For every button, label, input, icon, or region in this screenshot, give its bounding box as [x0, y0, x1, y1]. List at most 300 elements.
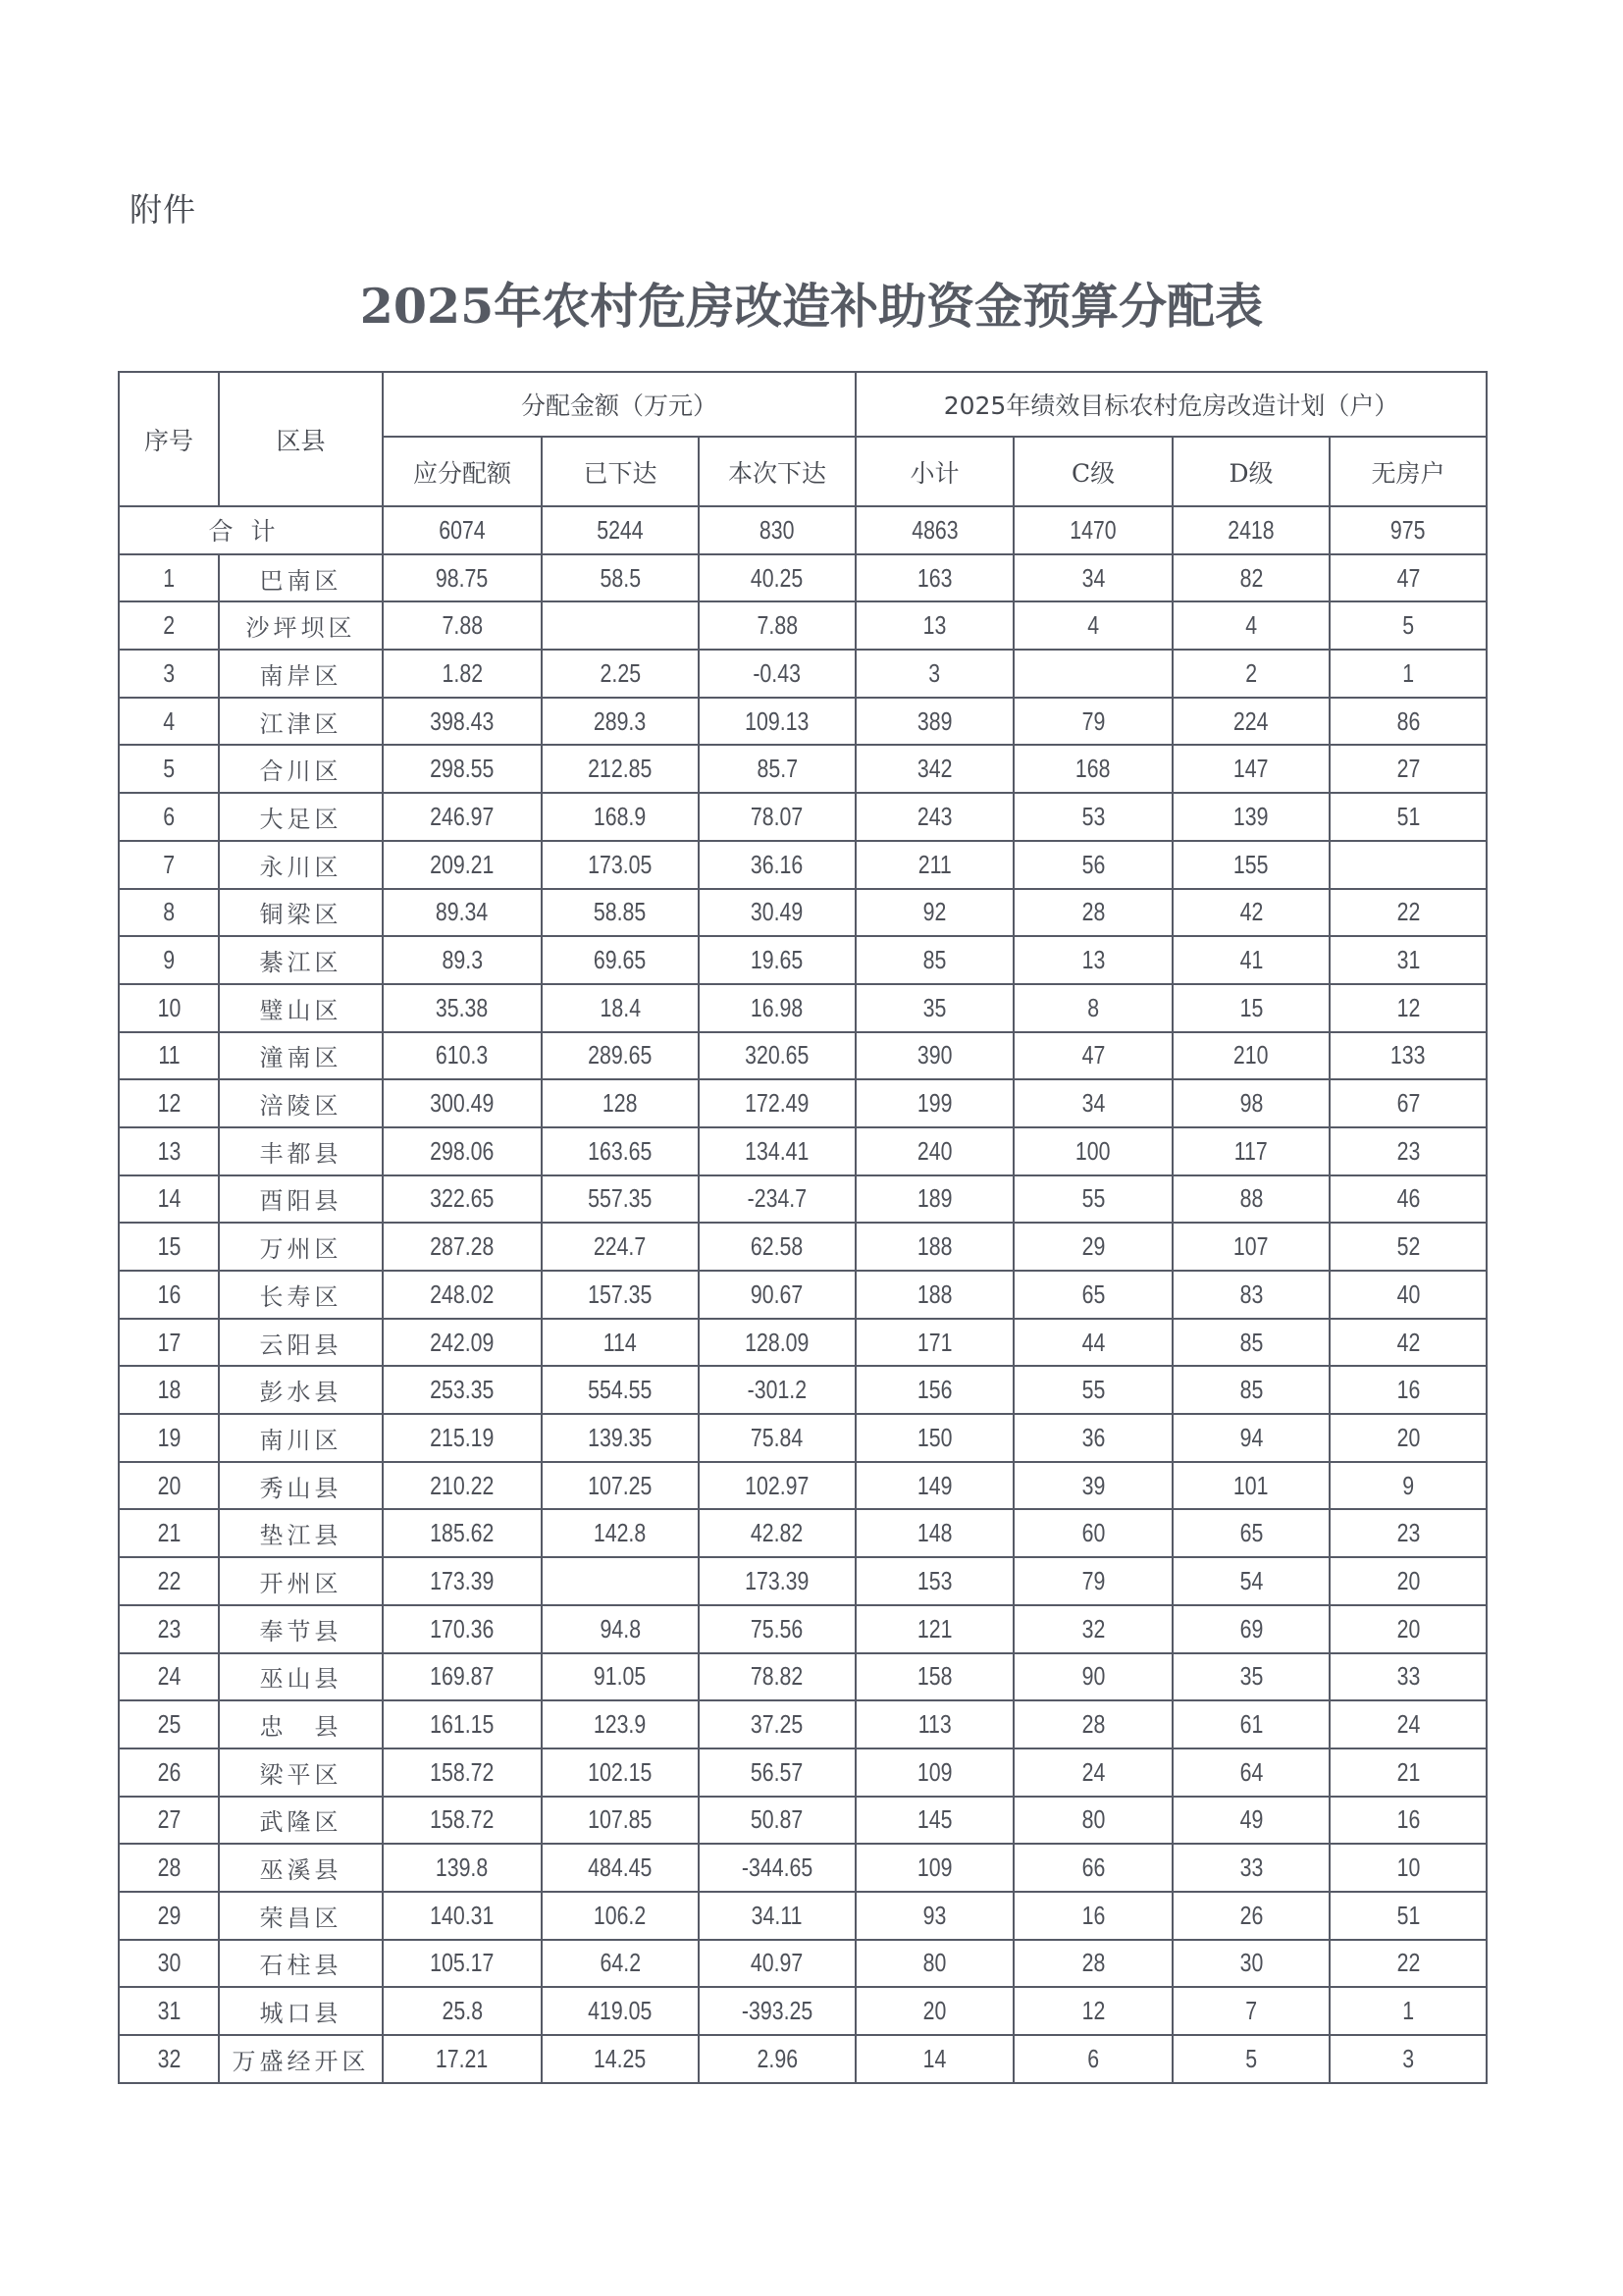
cell-amount-due: 253.35 [383, 1366, 542, 1414]
table-row [119, 841, 1487, 889]
cell-district: 长寿区 [219, 1271, 383, 1319]
cell-this-issue: 19.65 [699, 936, 856, 984]
table-row [119, 1987, 1487, 2035]
cell-amount-due: 209.21 [383, 841, 542, 889]
cell-district: 武隆区 [219, 1797, 383, 1845]
cell-seq: 7 [119, 841, 219, 889]
cell-this-issue: 102.97 [699, 1462, 856, 1510]
table-row [119, 1223, 1487, 1271]
cell-grade-d: 85 [1173, 1366, 1330, 1414]
cell-subtotal: 156 [856, 1366, 1014, 1414]
cell-grade-d: 33 [1173, 1844, 1330, 1892]
cell-already-issued: 139.35 [542, 1414, 699, 1462]
table-row [119, 1557, 1487, 1605]
cell-grade-c: 4 [1014, 601, 1173, 650]
cell-subtotal: 149 [856, 1462, 1014, 1510]
cell-seq: 19 [119, 1414, 219, 1462]
table-row [119, 1797, 1487, 1845]
cell-amount-due: 161.15 [383, 1700, 542, 1748]
cell-grade-d: 88 [1173, 1175, 1330, 1224]
total-subtotal: 4863 [856, 506, 1014, 554]
cell-grade-c: 8 [1014, 984, 1173, 1032]
cell-seq: 20 [119, 1462, 219, 1510]
cell-subtotal: 93 [856, 1892, 1014, 1940]
cell-no-house: 21 [1330, 1748, 1487, 1797]
cell-no-house: 33 [1330, 1653, 1487, 1701]
cell-this-issue: -344.65 [699, 1844, 856, 1892]
cell-district: 万州区 [219, 1223, 383, 1271]
cell-subtotal: 211 [856, 841, 1014, 889]
header-subtotal: 小计 [856, 437, 1014, 506]
cell-grade-d: 98 [1173, 1079, 1330, 1127]
cell-this-issue: 85.7 [699, 745, 856, 793]
cell-no-house: 20 [1330, 1557, 1487, 1605]
cell-district: 城口县 [219, 1987, 383, 2035]
table-row [119, 984, 1487, 1032]
cell-district: 开州区 [219, 1557, 383, 1605]
cell-grade-c: 28 [1014, 889, 1173, 937]
cell-subtotal: 85 [856, 936, 1014, 984]
cell-grade-c: 12 [1014, 1987, 1173, 2035]
cell-seq: 5 [119, 745, 219, 793]
cell-subtotal: 150 [856, 1414, 1014, 1462]
cell-district: 梁平区 [219, 1748, 383, 1797]
cell-district: 奉节县 [219, 1605, 383, 1653]
table-row [119, 936, 1487, 984]
cell-seq: 11 [119, 1032, 219, 1080]
cell-no-house: 16 [1330, 1797, 1487, 1845]
cell-already-issued [542, 601, 699, 650]
cell-seq: 2 [119, 601, 219, 650]
cell-this-issue: 320.65 [699, 1032, 856, 1080]
cell-amount-due: 170.36 [383, 1605, 542, 1653]
cell-subtotal: 113 [856, 1700, 1014, 1748]
cell-already-issued: 58.5 [542, 554, 699, 602]
table-row [119, 1175, 1487, 1224]
cell-grade-c [1014, 650, 1173, 698]
header-no-house: 无房户 [1330, 437, 1487, 506]
cell-seq: 6 [119, 793, 219, 841]
cell-district: 万盛经开区 [219, 2035, 383, 2083]
cell-already-issued: 106.2 [542, 1892, 699, 1940]
cell-amount-due: 89.34 [383, 889, 542, 937]
cell-grade-c: 36 [1014, 1414, 1173, 1462]
cell-seq: 26 [119, 1748, 219, 1797]
cell-amount-due: 298.06 [383, 1127, 542, 1175]
cell-no-house: 40 [1330, 1271, 1487, 1319]
cell-already-issued: 484.45 [542, 1844, 699, 1892]
table-row [119, 554, 1487, 602]
cell-amount-due: 158.72 [383, 1797, 542, 1845]
cell-district: 垫江县 [219, 1509, 383, 1557]
table-row [119, 1032, 1487, 1080]
cell-amount-due: 322.65 [383, 1175, 542, 1224]
cell-already-issued: 419.05 [542, 1987, 699, 2035]
cell-amount-due: 298.55 [383, 745, 542, 793]
cell-no-house: 86 [1330, 698, 1487, 746]
cell-subtotal: 14 [856, 2035, 1014, 2083]
header-group-amount: 分配金额（万元） [383, 372, 856, 437]
cell-grade-d: 26 [1173, 1892, 1330, 1940]
cell-seq: 13 [119, 1127, 219, 1175]
cell-already-issued: 18.4 [542, 984, 699, 1032]
cell-district: 铜梁区 [219, 889, 383, 937]
cell-subtotal: 163 [856, 554, 1014, 602]
cell-subtotal: 243 [856, 793, 1014, 841]
cell-seq: 25 [119, 1700, 219, 1748]
table-row [119, 1079, 1487, 1127]
cell-grade-d: 64 [1173, 1748, 1330, 1797]
cell-district: 巴南区 [219, 554, 383, 602]
cell-no-house: 5 [1330, 601, 1487, 650]
cell-already-issued: 142.8 [542, 1509, 699, 1557]
allocation-table [118, 371, 1488, 2084]
cell-grade-d: 117 [1173, 1127, 1330, 1175]
cell-district: 南川区 [219, 1414, 383, 1462]
cell-grade-d: 15 [1173, 984, 1330, 1032]
cell-amount-due: 35.38 [383, 984, 542, 1032]
cell-amount-due: 139.8 [383, 1844, 542, 1892]
cell-no-house: 20 [1330, 1605, 1487, 1653]
total-already-issued: 5244 [542, 506, 699, 554]
cell-seq: 15 [119, 1223, 219, 1271]
cell-grade-d: 69 [1173, 1605, 1330, 1653]
cell-this-issue: 30.49 [699, 889, 856, 937]
cell-no-house: 16 [1330, 1366, 1487, 1414]
cell-district: 巫溪县 [219, 1844, 383, 1892]
cell-district: 荣昌区 [219, 1892, 383, 1940]
cell-district: 巫山县 [219, 1653, 383, 1701]
total-no-house: 975 [1330, 506, 1487, 554]
cell-grade-d: 7 [1173, 1987, 1330, 2035]
cell-district: 涪陵区 [219, 1079, 383, 1127]
cell-this-issue: 34.11 [699, 1892, 856, 1940]
table-row [119, 889, 1487, 937]
cell-already-issued: 2.25 [542, 650, 699, 698]
cell-grade-d: 2 [1173, 650, 1330, 698]
cell-already-issued: 157.35 [542, 1271, 699, 1319]
cell-grade-c: 44 [1014, 1319, 1173, 1367]
cell-grade-d: 65 [1173, 1509, 1330, 1557]
cell-no-house [1330, 841, 1487, 889]
table-row [119, 1892, 1487, 1940]
cell-subtotal: 188 [856, 1223, 1014, 1271]
cell-no-house: 10 [1330, 1844, 1487, 1892]
cell-grade-c: 6 [1014, 2035, 1173, 2083]
cell-this-issue: 62.58 [699, 1223, 856, 1271]
cell-grade-c: 39 [1014, 1462, 1173, 1510]
cell-district: 大足区 [219, 793, 383, 841]
cell-seq: 28 [119, 1844, 219, 1892]
cell-this-issue: 173.39 [699, 1557, 856, 1605]
cell-seq: 1 [119, 554, 219, 602]
cell-district: 合川区 [219, 745, 383, 793]
cell-grade-d: 82 [1173, 554, 1330, 602]
cell-this-issue: -393.25 [699, 1987, 856, 2035]
cell-no-house: 51 [1330, 793, 1487, 841]
cell-district: 璧山区 [219, 984, 383, 1032]
cell-seq: 8 [119, 889, 219, 937]
cell-seq: 24 [119, 1653, 219, 1701]
cell-this-issue: 37.25 [699, 1700, 856, 1748]
cell-already-issued: 14.25 [542, 2035, 699, 2083]
cell-no-house: 42 [1330, 1319, 1487, 1367]
cell-district: 南岸区 [219, 650, 383, 698]
cell-this-issue: 75.84 [699, 1414, 856, 1462]
cell-district: 秀山县 [219, 1462, 383, 1510]
cell-grade-d: 85 [1173, 1319, 1330, 1367]
cell-grade-d: 35 [1173, 1653, 1330, 1701]
cell-district: 忠 县 [219, 1700, 383, 1748]
table-row [119, 650, 1487, 698]
cell-seq: 29 [119, 1892, 219, 1940]
cell-seq: 21 [119, 1509, 219, 1557]
cell-grade-c: 80 [1014, 1797, 1173, 1845]
header-amount-due: 应分配额 [383, 437, 542, 506]
cell-subtotal: 109 [856, 1844, 1014, 1892]
header-grade-c: C级 [1014, 437, 1173, 506]
header-already-issued: 已下达 [542, 437, 699, 506]
cell-grade-d: 30 [1173, 1940, 1330, 1988]
total-grade-c: 1470 [1014, 506, 1173, 554]
cell-already-issued: 58.85 [542, 889, 699, 937]
cell-grade-d: 49 [1173, 1797, 1330, 1845]
cell-grade-d: 210 [1173, 1032, 1330, 1080]
cell-this-issue: 40.97 [699, 1940, 856, 1988]
table-row [119, 1653, 1487, 1701]
cell-grade-d: 224 [1173, 698, 1330, 746]
cell-no-house: 1 [1330, 1987, 1487, 2035]
attachment-label: 附件 [130, 190, 196, 229]
cell-seq: 23 [119, 1605, 219, 1653]
table-row [119, 1605, 1487, 1653]
cell-already-issued: 107.85 [542, 1797, 699, 1845]
cell-no-house: 22 [1330, 1940, 1487, 1988]
cell-subtotal: 153 [856, 1557, 1014, 1605]
cell-amount-due: 105.17 [383, 1940, 542, 1988]
cell-district: 永川区 [219, 841, 383, 889]
header-group-plan: 2025年绩效目标农村危房改造计划（户） [856, 372, 1487, 437]
cell-seq: 10 [119, 984, 219, 1032]
cell-this-issue: 40.25 [699, 554, 856, 602]
cell-this-issue: 78.82 [699, 1653, 856, 1701]
cell-district: 江津区 [219, 698, 383, 746]
cell-grade-c: 47 [1014, 1032, 1173, 1080]
cell-this-issue: -301.2 [699, 1366, 856, 1414]
cell-amount-due: 140.31 [383, 1892, 542, 1940]
cell-no-house: 133 [1330, 1032, 1487, 1080]
cell-amount-due: 173.39 [383, 1557, 542, 1605]
cell-grade-d: 94 [1173, 1414, 1330, 1462]
cell-this-issue: 172.49 [699, 1079, 856, 1127]
cell-grade-d: 101 [1173, 1462, 1330, 1510]
cell-subtotal: 158 [856, 1653, 1014, 1701]
table-row [119, 793, 1487, 841]
table-row [119, 1414, 1487, 1462]
cell-grade-c: 79 [1014, 1557, 1173, 1605]
cell-this-issue: 109.13 [699, 698, 856, 746]
table-row [119, 1844, 1487, 1892]
table-row [119, 1940, 1487, 1988]
cell-grade-d: 61 [1173, 1700, 1330, 1748]
cell-subtotal: 199 [856, 1079, 1014, 1127]
table-row [119, 2035, 1487, 2083]
cell-amount-due: 89.3 [383, 936, 542, 984]
table-row [119, 1700, 1487, 1748]
cell-grade-c: 55 [1014, 1366, 1173, 1414]
cell-amount-due: 210.22 [383, 1462, 542, 1510]
cell-subtotal: 20 [856, 1987, 1014, 2035]
cell-grade-c: 16 [1014, 1892, 1173, 1940]
cell-amount-due: 610.3 [383, 1032, 542, 1080]
cell-amount-due: 215.19 [383, 1414, 542, 1462]
cell-seq: 30 [119, 1940, 219, 1988]
cell-already-issued: 91.05 [542, 1653, 699, 1701]
cell-this-issue: 134.41 [699, 1127, 856, 1175]
cell-seq: 32 [119, 2035, 219, 2083]
cell-grade-d: 147 [1173, 745, 1330, 793]
cell-subtotal: 189 [856, 1175, 1014, 1224]
cell-seq: 9 [119, 936, 219, 984]
cell-seq: 14 [119, 1175, 219, 1224]
page-title: 2025年农村危房改造补助资金预算分配表 [359, 278, 1264, 335]
cell-seq: 3 [119, 650, 219, 698]
table-row [119, 1462, 1487, 1510]
cell-no-house: 3 [1330, 2035, 1487, 2083]
cell-district: 綦江区 [219, 936, 383, 984]
cell-no-house: 9 [1330, 1462, 1487, 1510]
cell-subtotal: 121 [856, 1605, 1014, 1653]
cell-already-issued: 554.55 [542, 1366, 699, 1414]
total-row [119, 506, 1487, 554]
cell-seq: 18 [119, 1366, 219, 1414]
cell-amount-due: 7.88 [383, 601, 542, 650]
cell-already-issued: 212.85 [542, 745, 699, 793]
cell-this-issue: -234.7 [699, 1175, 856, 1224]
cell-already-issued: 64.2 [542, 1940, 699, 1988]
cell-this-issue: 42.82 [699, 1509, 856, 1557]
cell-subtotal: 3 [856, 650, 1014, 698]
cell-amount-due: 287.28 [383, 1223, 542, 1271]
cell-already-issued [542, 1557, 699, 1605]
cell-subtotal: 80 [856, 1940, 1014, 1988]
cell-no-house: 46 [1330, 1175, 1487, 1224]
cell-grade-c: 13 [1014, 936, 1173, 984]
cell-district: 潼南区 [219, 1032, 383, 1080]
cell-no-house: 22 [1330, 889, 1487, 937]
table-row [119, 1127, 1487, 1175]
cell-grade-c: 56 [1014, 841, 1173, 889]
total-amount-due: 6074 [383, 506, 542, 554]
cell-district: 丰都县 [219, 1127, 383, 1175]
cell-grade-d: 4 [1173, 601, 1330, 650]
cell-this-issue: 56.57 [699, 1748, 856, 1797]
cell-grade-c: 55 [1014, 1175, 1173, 1224]
cell-seq: 31 [119, 1987, 219, 2035]
cell-subtotal: 13 [856, 601, 1014, 650]
total-this-issue: 830 [699, 506, 856, 554]
cell-this-issue: 75.56 [699, 1605, 856, 1653]
cell-already-issued: 128 [542, 1079, 699, 1127]
header-seq: 序号 [119, 372, 219, 506]
cell-grade-c: 100 [1014, 1127, 1173, 1175]
cell-grade-c: 66 [1014, 1844, 1173, 1892]
total-grade-d: 2418 [1173, 506, 1330, 554]
cell-no-house: 31 [1330, 936, 1487, 984]
cell-grade-c: 32 [1014, 1605, 1173, 1653]
table-row [119, 1366, 1487, 1414]
cell-this-issue: 50.87 [699, 1797, 856, 1845]
cell-no-house: 20 [1330, 1414, 1487, 1462]
cell-no-house: 12 [1330, 984, 1487, 1032]
cell-seq: 17 [119, 1319, 219, 1367]
cell-already-issued: 69.65 [542, 936, 699, 984]
cell-grade-c: 29 [1014, 1223, 1173, 1271]
cell-amount-due: 246.97 [383, 793, 542, 841]
header-row-group [119, 372, 1487, 437]
cell-no-house: 1 [1330, 650, 1487, 698]
cell-grade-d: 83 [1173, 1271, 1330, 1319]
cell-this-issue: 78.07 [699, 793, 856, 841]
header-grade-d: D级 [1173, 437, 1330, 506]
cell-amount-due: 169.87 [383, 1653, 542, 1701]
cell-subtotal: 390 [856, 1032, 1014, 1080]
cell-no-house: 24 [1330, 1700, 1487, 1748]
cell-amount-due: 248.02 [383, 1271, 542, 1319]
cell-no-house: 52 [1330, 1223, 1487, 1271]
cell-subtotal: 92 [856, 889, 1014, 937]
table-row [119, 1748, 1487, 1797]
cell-grade-c: 53 [1014, 793, 1173, 841]
cell-district: 石柱县 [219, 1940, 383, 1988]
cell-this-issue: 16.98 [699, 984, 856, 1032]
cell-grade-d: 5 [1173, 2035, 1330, 2083]
header-this-issue: 本次下达 [699, 437, 856, 506]
cell-district: 云阳县 [219, 1319, 383, 1367]
cell-subtotal: 389 [856, 698, 1014, 746]
cell-grade-c: 28 [1014, 1700, 1173, 1748]
cell-grade-d: 107 [1173, 1223, 1330, 1271]
cell-seq: 16 [119, 1271, 219, 1319]
cell-amount-due: 98.75 [383, 554, 542, 602]
cell-grade-c: 65 [1014, 1271, 1173, 1319]
cell-no-house: 47 [1330, 554, 1487, 602]
cell-amount-due: 1.82 [383, 650, 542, 698]
cell-seq: 22 [119, 1557, 219, 1605]
cell-this-issue: 36.16 [699, 841, 856, 889]
cell-amount-due: 185.62 [383, 1509, 542, 1557]
cell-seq: 27 [119, 1797, 219, 1845]
cell-already-issued: 173.05 [542, 841, 699, 889]
cell-no-house: 51 [1330, 1892, 1487, 1940]
cell-no-house: 23 [1330, 1509, 1487, 1557]
cell-seq: 12 [119, 1079, 219, 1127]
cell-no-house: 67 [1330, 1079, 1487, 1127]
cell-already-issued: 289.65 [542, 1032, 699, 1080]
cell-grade-d: 42 [1173, 889, 1330, 937]
cell-seq: 4 [119, 698, 219, 746]
table-row [119, 1509, 1487, 1557]
cell-district: 酉阳县 [219, 1175, 383, 1224]
cell-amount-due: 17.21 [383, 2035, 542, 2083]
cell-grade-d: 139 [1173, 793, 1330, 841]
total-label: 合计 [119, 506, 383, 554]
cell-this-issue: 2.96 [699, 2035, 856, 2083]
cell-already-issued: 94.8 [542, 1605, 699, 1653]
table-row [119, 698, 1487, 746]
cell-this-issue: 7.88 [699, 601, 856, 650]
cell-already-issued: 123.9 [542, 1700, 699, 1748]
